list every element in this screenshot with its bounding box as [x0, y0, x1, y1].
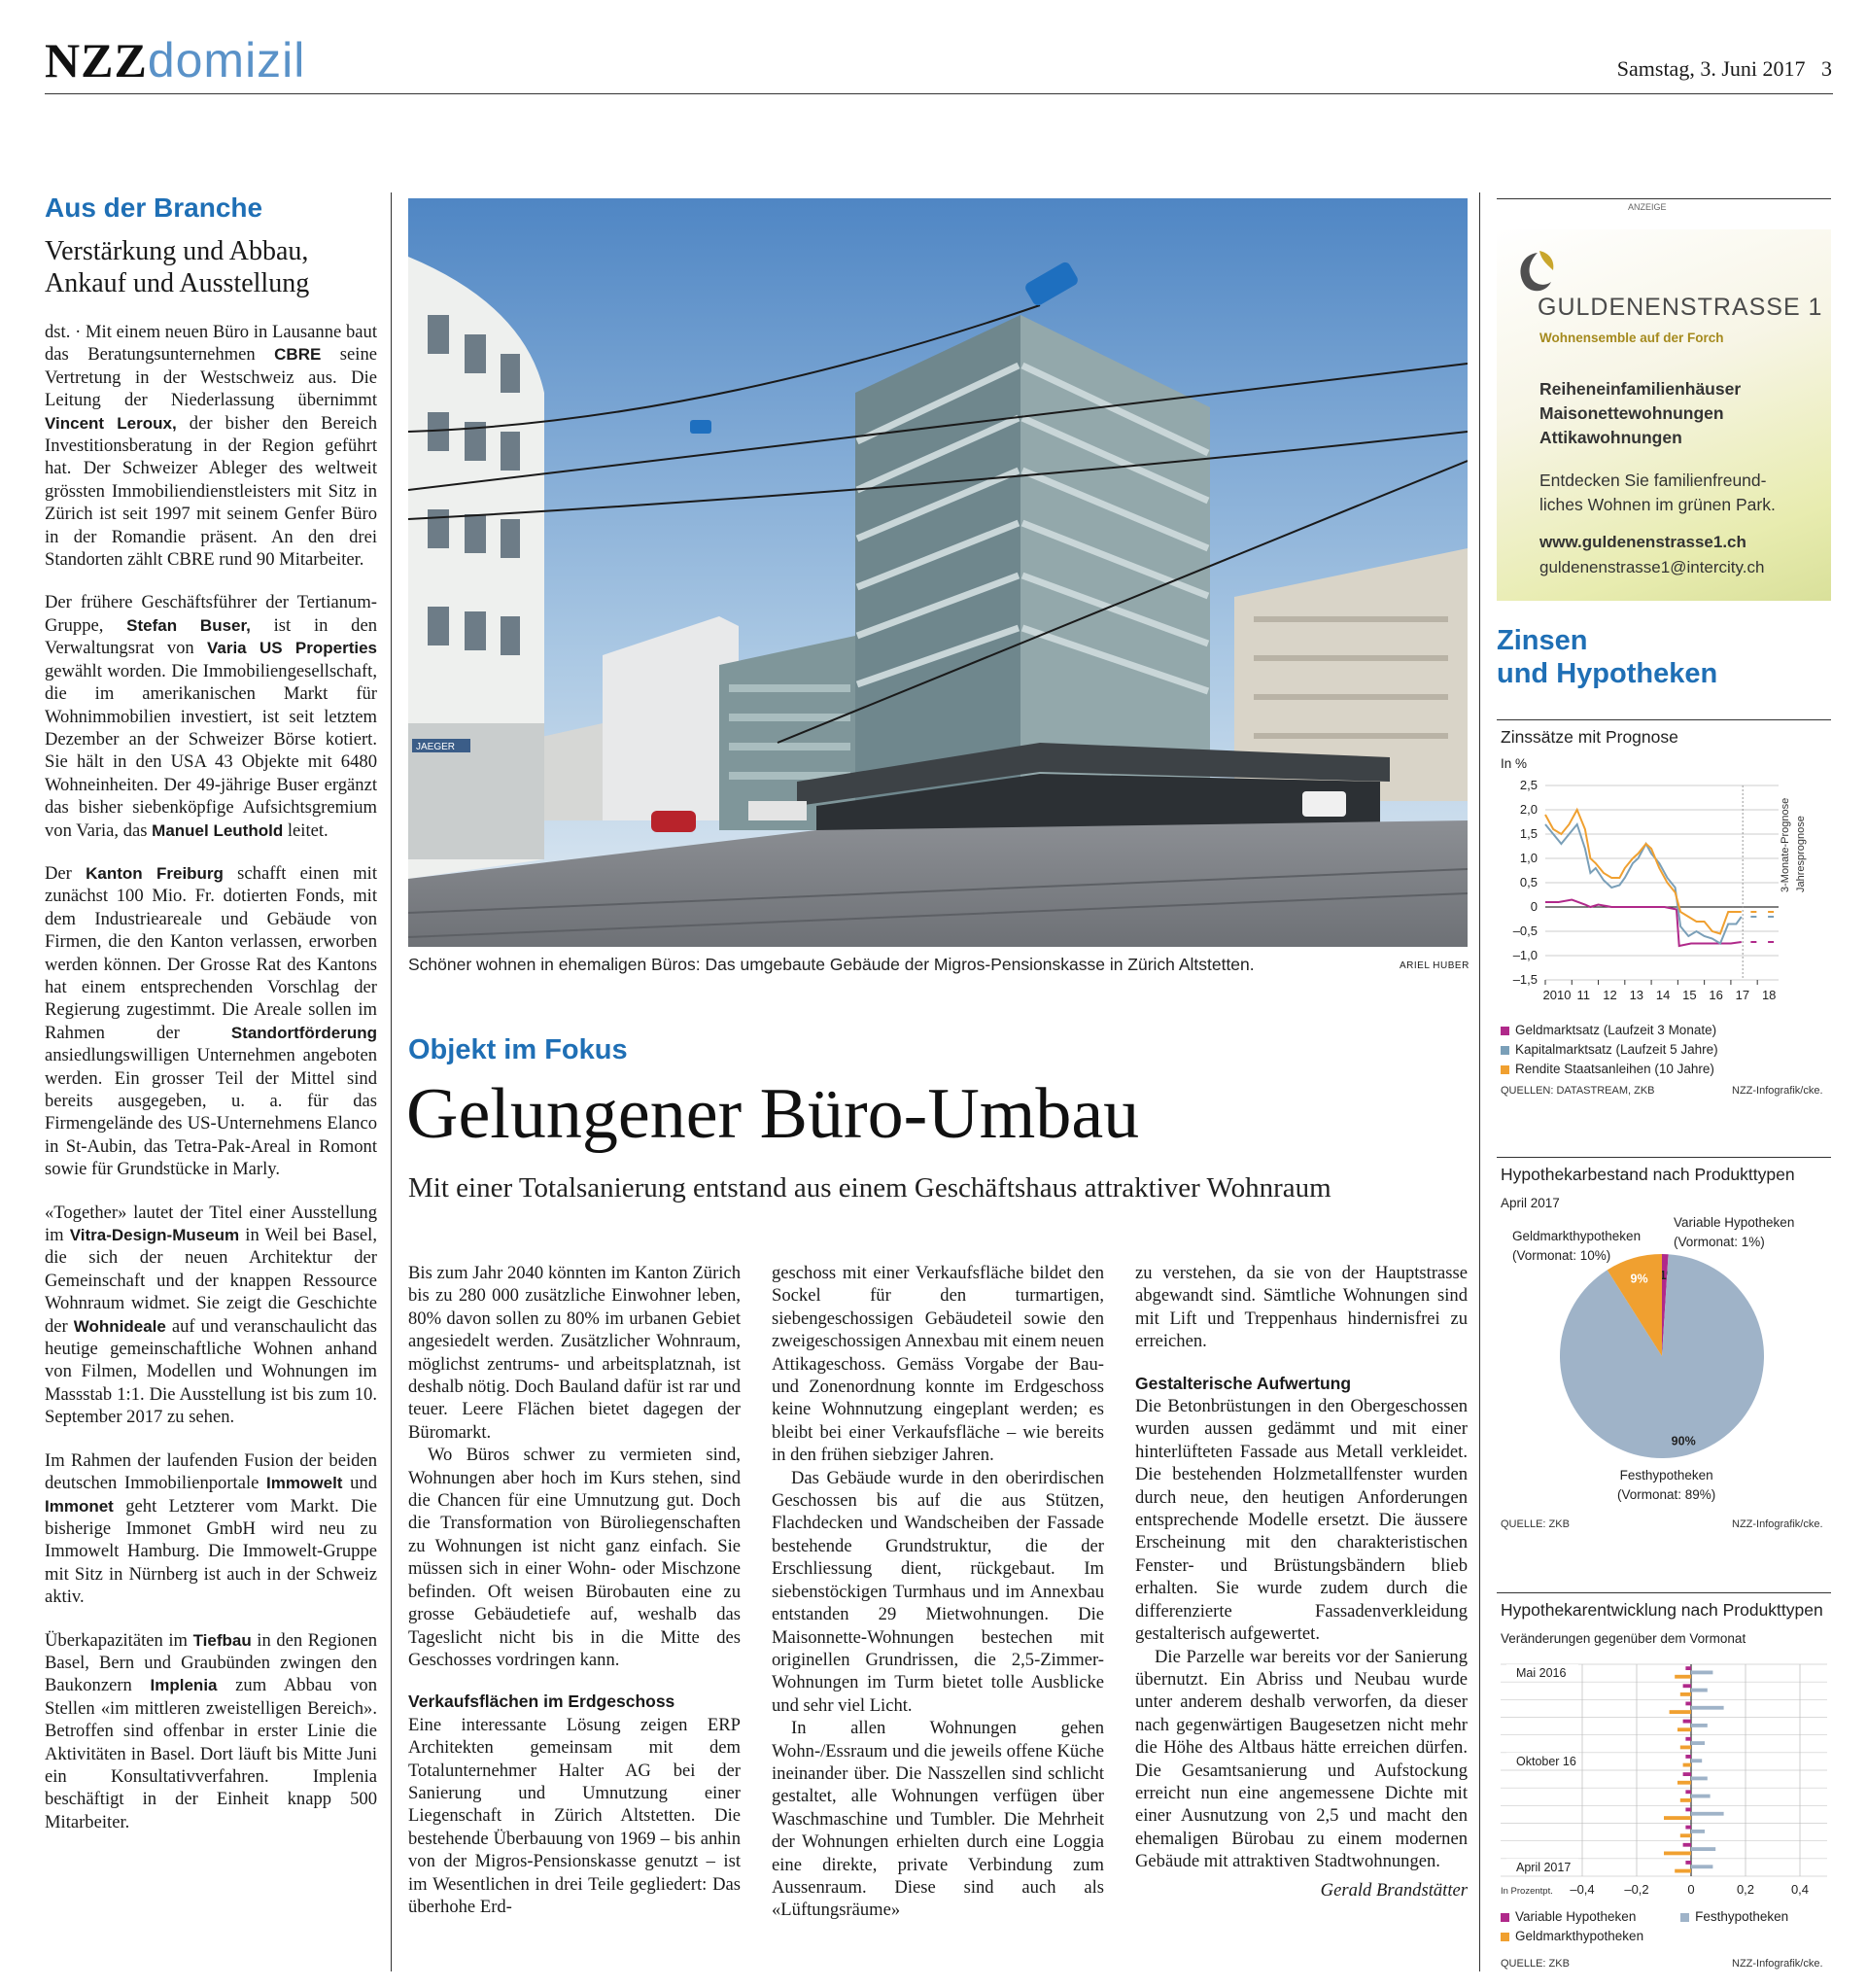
- chart3-bar: [1691, 1777, 1708, 1781]
- chart1-ytick: 1,0: [1519, 851, 1538, 865]
- chart3-bar: [1691, 1847, 1715, 1851]
- chart3-bar: [1675, 1869, 1691, 1873]
- chart3-bar: [1683, 1772, 1691, 1776]
- branche-paragraph: Der Kanton Freiburg schafft einen mit zunächst 100 Mio. Fr. dotierten Fonds, mit dem Industrieareale und Gebäude von Firmen, die den Kanton verlassen, erworben werden können. Der Grosse Rat des Kantons hat einem entsprechenden Vorschlag der Regierung zugestimmt. Die Areale sollen im Rahmen der Standortförderung ansiedlungswilligen Unternehmen angeboten werden. Ein grosser Teil der Mittel sind bereits ausgegeben, u. a. für das Firmengelände des US-Unternehmens Elanco in St-Aubin, das Tetra-Pak-Areal in Romont sowie für Grundstücke in Marly.: [45, 862, 377, 1180]
- ad-top-rule: [1497, 198, 1831, 199]
- chart1-ytick: 0: [1530, 899, 1538, 914]
- article-kicker: Objekt im Fokus: [408, 1034, 628, 1065]
- chart2-source: QUELLE: ZKB: [1501, 1518, 1570, 1530]
- article-deck: Mit einer Totalsanierung entstand aus einem Geschäftshaus attraktiver Wohnraum: [408, 1172, 1331, 1203]
- chart3-row-label: Mai 2016: [1516, 1666, 1567, 1681]
- ad-label: ANZEIGE: [1628, 202, 1667, 212]
- ad-invitation: Entdecken Sie familienfreund- liches Wohnen im grünen Park.: [1539, 471, 1776, 514]
- chart1-xtick: 13: [1629, 988, 1644, 1002]
- interest-rate-chart: [1497, 774, 1831, 1036]
- article-subhead: Verkaufsflächen im Erdgeschoss: [408, 1692, 675, 1712]
- chart3-bar: [1680, 1745, 1691, 1749]
- chart1-ytick: 0,5: [1519, 875, 1538, 889]
- legend-geldmarkt: Geldmarkthypotheken: [1501, 1927, 1788, 1946]
- chart3-bar: [1685, 1755, 1691, 1759]
- chart3-bar: [1677, 1727, 1691, 1731]
- chart3-bar: [1670, 1710, 1691, 1714]
- chart3-title: Hypothekarentwicklung nach Produkttypen: [1501, 1600, 1823, 1620]
- ad-tagline: Wohnensemble auf der Forch: [1539, 331, 1724, 345]
- branche-kicker: Aus der Branche: [45, 192, 263, 223]
- chart3-credit: NZZ-Infografik/cke.: [1732, 1958, 1823, 1970]
- article-column-3: [1135, 1262, 1468, 1901]
- chart1-ytick: –1,5: [1512, 972, 1538, 987]
- chart1-ytick: –1,0: [1512, 948, 1538, 962]
- chart3-row-label: Oktober 16: [1516, 1754, 1576, 1768]
- chart3-row-label: April 2017: [1516, 1860, 1572, 1874]
- chart1-rule: [1497, 719, 1831, 720]
- article-paragraph: geschoss mit einer Verkaufsfläche bildet den Sockel für den turmartigen, siebengeschossigen Gebäudeteil sowie den zweigeschossigen Annexbau mit einem neuen Attikageschoss. Gemäss Vorgabe der Bau- und Zonenordnung konnte im Erdgeschoss keine Wohnnutzung eingeplant werden; es bleibt bei einer Verkaufsfläche – wie bereits in den frühen siebziger Jahren.: [772, 1263, 1104, 1466]
- legend-variable: Variable Hypotheken: [1501, 1909, 1636, 1924]
- chart1-ylabel: In %: [1501, 756, 1528, 771]
- branche-column: [45, 192, 377, 1854]
- article-paragraph: In allen Wohnungen gehen Wohn-/Essraum und die jeweils offene Küche ineinander über. Die Nasszellen sind schlicht gestaltet, alle Wohnungen verfügen über Waschmaschine und Tumbler. Die Mehrheit der Wohnungen erhielten durch eine Loggia eine direkte, private Verbindung zum Aussenraum. Diese sind auch als «Lüftungsräume»: [772, 1718, 1104, 1921]
- chart3-bar: [1685, 1808, 1691, 1812]
- chart2-credit: NZZ-Infografik/cke.: [1732, 1518, 1823, 1530]
- chart3-subtitle: Veränderungen gegenüber dem Vormonat: [1501, 1631, 1746, 1646]
- masthead-domizil: domizil: [147, 33, 306, 87]
- mortgage-pie-chart: [1555, 1244, 1779, 1468]
- chart1-xtick: 15: [1682, 988, 1697, 1002]
- masthead: [45, 31, 305, 89]
- mortgage-change-chart: [1497, 1651, 1831, 1905]
- chart1-xtick: 11: [1576, 988, 1591, 1002]
- chart1-xtick: 18: [1761, 988, 1777, 1002]
- legend-kapitalmarktsatz: Kapitalmarktsatz (Laufzeit 5 Jahre): [1501, 1040, 1718, 1060]
- ad-url-link[interactable]: www.guldenenstrasse1.ch: [1539, 533, 1746, 551]
- branche-paragraph: dst. · Mit einem neuen Büro in Lausanne baut das Beratungsunternehmen CBRE seine Vertretung in der Westschweiz aus. Die Leitung der Niederlassung übernimmt Vincent Leroux, der bisher den Bereich Investitionsberatung in der Region geführt hat. Der Schweizer Ableger des weltweit grössten Immobiliendienstleisters mit Sitz in Zürich ist seit 1997 mit seinem Genfer Büro in der Romandie präsent. An den drei Standorten zählt CBRE rund 90 Mitarbeiter.: [45, 322, 377, 571]
- dateline: [1617, 56, 1832, 82]
- chart1-ytick: 2,5: [1519, 778, 1538, 792]
- ad-type: Attikawohnungen: [1539, 428, 1682, 447]
- chart3-bar: [1685, 1737, 1691, 1741]
- pie-value-label: 90%: [1671, 1434, 1696, 1448]
- branche-paragraph: Im Rahmen der laufenden Fusion der beiden deutschen Immobilienportale Immowelt und Immonet geht Letzterer vom Markt. Die bisherige Immonet GmbH wird neu zu Immowelt Hamburg. Die Immowelt-Gruppe mit Sitz in Nürnberg ist auch in der Schweiz aktiv.: [45, 1449, 377, 1608]
- chart3-bar: [1691, 1812, 1724, 1816]
- article-paragraph: Das Gebäude wurde in den oberirdischen Geschossen bis auf die aus Stützen, Flachdecken und Wandscheiben der Fassade bestehende Grundstruktur, die der Erschliessung dient, rückgebaut. Im siebenstöckigen Turmhaus und im Annexbau entstanden 29 Mietwohnungen. Die Maisonnette-Wohnungen bestechen mit originellen Grundrissen, die 2,5-Zimmer-Wohnungen im Turm bietet tolle Ausblicke und sehr viel Licht.: [772, 1467, 1104, 1716]
- chart3-source: QUELLE: ZKB: [1501, 1958, 1570, 1970]
- chart3-bar: [1677, 1781, 1691, 1785]
- chart2-title: Hypothekarbestand nach Produkttypen: [1501, 1165, 1795, 1184]
- legend-geldmarktsatz: Geldmarktsatz (Laufzeit 3 Monate): [1501, 1021, 1718, 1040]
- issue-date: Samstag, 3. Juni 2017: [1616, 56, 1806, 81]
- chart3-bar: [1691, 1795, 1711, 1798]
- masthead-rule: [45, 93, 1833, 94]
- chart1-xtick: 16: [1709, 988, 1723, 1002]
- chart3-bar: [1685, 1702, 1691, 1706]
- chart1-xtick: 2010: [1542, 988, 1572, 1002]
- chart3-bar: [1683, 1720, 1691, 1724]
- chart2-rule: [1497, 1157, 1831, 1158]
- chart1-legend: [1501, 1021, 1718, 1079]
- article-paragraph: Die Parzelle war bereits vor der Sanierung übernutzt. Ein Abriss und Neubau wurde unter anderem deshalb verworfen, da dieser nach gegenwärtigen Baugesetzen nicht mehr die Höhe des Altbaus hätte erreichen dürfen. Die Gesamtsanierung und Aufstockung erreicht nun eine angemessene Dichte mit einer Ausnutzung von 2,5 und macht den ehemaligen Bürobau zu einem modernen Gebäude mit attraktiven Stadtwohnungen.: [1135, 1646, 1468, 1872]
- ad-type: Reiheneinfamilienhäuser: [1539, 379, 1742, 399]
- chart3-bar: [1664, 1851, 1691, 1855]
- building-photo: [408, 198, 1468, 947]
- article-column-2: [772, 1262, 1104, 1922]
- chart3-rule: [1497, 1592, 1831, 1593]
- chart3-xtick: 0: [1687, 1882, 1695, 1897]
- chart3-xtick: 0,2: [1736, 1882, 1755, 1897]
- ad-brand: GULDENENSTRASSE 1: [1538, 294, 1823, 321]
- chart2-subtitle: April 2017: [1501, 1196, 1560, 1210]
- advertisement[interactable]: [1497, 229, 1831, 601]
- chart3-bar: [1691, 1724, 1708, 1727]
- branche-paragraph: Überkapazitäten im Tiefbau in den Regionen Basel, Bern und Graubünden zwingen den Baukonzern Implenia zum Abbau von Stellen «im mittleren zweistelligen Bereich». Betroffen sind offenbar in erster Linie die Aktivitäten in Basel. Dort läuft bis Mitte Juni ein Konsultativverfahren. Implenia beschäftigt in der Einheit knapp 500 Mitarbeiter.: [45, 1629, 378, 1832]
- photo-caption: Schöner wohnen in ehemaligen Büros: Das umgebaute Gebäude der Migros-Pensionskasse in Zürich Altstetten.: [408, 955, 1255, 974]
- pie-label-fest: Festhypotheken (Vormonat: 89%): [1617, 1468, 1716, 1502]
- chart3-bar: [1691, 1671, 1712, 1675]
- shop-sign: JAEGER: [416, 742, 456, 752]
- branche-paragraph: Der frühere Geschäftsführer der Tertianum-Gruppe, Stefan Buser, ist in den Verwaltungsrat von Varia US Properties gewählt worden. Die Immobiliengesellschaft, die im amerikanischen Markt für Wohnimmobilien investiert, ist seit letztem Dezember an der Schweizer Börse kotiert. Sie hält in den USA 43 Objekte mit 6480 Wohneinheiten. Der 49-jährige Buser ergänzt das bisher siebenköpfige Aufsichtsgremium von Varia, das Manuel Leuthold leitet.: [45, 592, 378, 841]
- chart1-series-line: [1545, 824, 1742, 944]
- ad-housing-types: [1539, 377, 1741, 450]
- chart3-bar: [1683, 1684, 1691, 1688]
- chart1-annotation: 3-Monate-Prognose: [1780, 797, 1791, 892]
- chart3-bar: [1685, 1861, 1691, 1865]
- chart3-bar: [1691, 1759, 1702, 1762]
- chart1-annotation: Jahresprognose: [1795, 816, 1807, 892]
- chart1-source: QUELLEN: DATASTREAM, ZKB: [1501, 1085, 1655, 1097]
- pie-label-variable: Variable Hypotheken (Vormonat: 1%): [1674, 1215, 1795, 1249]
- chart3-xtick: –0,2: [1624, 1882, 1649, 1897]
- chart1-xtick: 12: [1603, 988, 1617, 1002]
- column-rule-right: [1479, 192, 1480, 1971]
- photo-credit: ARIEL HUBER: [1400, 960, 1469, 971]
- chart3-bar: [1683, 1843, 1691, 1847]
- branche-paragraph: «Together» lautet der Titel einer Ausstellung im Vitra-Design-Museum in Weil bei Basel, die sich der neuen Architektur der Gemeinschaft und der knappen Ressource Wohnraum widmet. Sie zeigt die Geschichte der Wohnideale auf und veranschaulicht das heutige gemeinschaftliche Wohnen anhand von Filmen, Modellen und Wohnungen im Massstab 1:1. Die Ausstellung ist bis zum 10. September 2017 zu sehen.: [45, 1202, 378, 1428]
- branche-body: [45, 321, 377, 1833]
- chart3-xtick: 0,4: [1790, 1882, 1810, 1897]
- chart1-xtick: 17: [1735, 988, 1750, 1002]
- article-subhead: Gestalterische Aufwertung: [1135, 1373, 1352, 1393]
- chart3-xlabel: In Prozentpt.: [1501, 1886, 1553, 1897]
- article-paragraph: Wo Büros schwer zu vermieten sind, Wohnungen aber hoch im Kurs stehen, sind die Chancen für eine Umnutzung gut. Doch die Transformation von Büroliegenschaften zu Wohnungen ist nicht ganz einfach. Sie müssen sich in einer Wohn- oder Mischzone befinden. Oft weisen Bürobauten eine zu grosse Gebäudetiefe auf, weshalb das Tageslicht nicht bis in die Mitte des Geschosses vordringen kann.: [408, 1445, 741, 1670]
- chart1-ytick: 1,5: [1519, 826, 1538, 841]
- branche-headline: Verstärkung und Abbau, Ankauf und Ausstellung: [45, 236, 310, 298]
- article-author: Gerald Brandstätter: [1320, 1879, 1468, 1901]
- chart3-bar: [1691, 1830, 1705, 1833]
- chart1-ytick: 2,0: [1519, 802, 1538, 817]
- ad-type: Maisonettewohnungen: [1539, 403, 1724, 423]
- page-number: 3: [1821, 56, 1832, 81]
- article-column-1: [408, 1262, 741, 1918]
- chart1-xtick: 14: [1655, 988, 1671, 1002]
- chart3-bar: [1680, 1692, 1691, 1696]
- chart1-title: Zinssätze mit Prognose: [1501, 727, 1678, 747]
- chart1-credit: NZZ-Infografik/cke.: [1732, 1085, 1823, 1097]
- article-paragraph: Eine interessante Lösung zeigen ERP Architekten gemeinsam mit dem Totalunternehmer Halter AG bei der Sanierung und Umnutzung einer Liegenschaft in Zürich Altstetten. Die bestehende Überbauung von 1969 – bis anhin von der Migros-Pensionskasse genutzt – ist im Wesentlichen in drei Teile gegliedert: Das überhohe Erd-: [408, 1714, 741, 1917]
- article-paragraph: Die Betonbrüstungen in den Obergeschossen wurden aussen gedämmt und mit einer hinterlüfteten Fassade aus Metall verkleidet. Die bestehenden Holzmetallfenster wurden durch neue, den heutigen Anforderungen entsprechende Modelle ersetzt. Die äussere Erscheinung mit den charakteristischen Fenster- und Brüstungsbändern blieb erhalten. Sie wurde zudem durch die differenzierte Fassadenverkleidung gestalterisch aufgewertet.: [1135, 1396, 1468, 1645]
- pie-label-geldmarkt: Geldmarkthypotheken (Vormonat: 10%): [1512, 1229, 1642, 1263]
- chart3-bar: [1685, 1666, 1691, 1670]
- leaf-logo-icon: [1510, 245, 1559, 299]
- article-paragraph: zu verstehen, da sie von der Hauptstrasse abgewandt sind. Sämtliche Wohnungen sind mit Lift und Treppenhaus hindernisfrei zu erreichen.: [1135, 1263, 1468, 1352]
- pie-value-label: 9%: [1630, 1272, 1648, 1286]
- chart3-bar: [1691, 1865, 1712, 1868]
- chart3-xtick: –0,4: [1570, 1882, 1595, 1897]
- chart3-bar: [1664, 1816, 1691, 1820]
- chart3-bar: [1691, 1689, 1708, 1692]
- article-paragraph: Bis zum Jahr 2040 könnten im Kanton Zürich bis zu 280 000 zusätzliche Einwohner leben, 80% davon sollen zu 80% im urbanen Gebiet angesiedelt werden. Zusätzlicher Wohnraum, möglichst zentrums- und arbeitsplatznah, ist deshalb nötig. Doch Bauland dafür ist rar und teuer. Leere Flächen bietet dagegen der Büromarkt.: [408, 1263, 741, 1443]
- chart3-bar: [1685, 1790, 1691, 1794]
- building-photo-illustration: [408, 198, 1468, 947]
- zinsen-title: Zinsen und Hypotheken: [1497, 625, 1718, 689]
- chart3-legend: [1501, 1907, 1788, 1946]
- masthead-nzz: NZZ: [45, 33, 148, 87]
- chart3-bar: [1683, 1763, 1691, 1767]
- legend-staatsanleihen: Rendite Staatsanleihen (10 Jahre): [1501, 1060, 1718, 1079]
- chart3-bar: [1680, 1833, 1691, 1837]
- chart3-bar: [1691, 1706, 1724, 1710]
- chart3-bar: [1680, 1798, 1691, 1802]
- chart3-bar: [1675, 1675, 1691, 1679]
- chart3-bar: [1685, 1826, 1691, 1830]
- article-title: Gelungener Büro-Umbau: [406, 1074, 1140, 1154]
- ad-email-link[interactable]: guldenenstrasse1@intercity.ch: [1539, 558, 1765, 576]
- chart3-bar: [1691, 1741, 1705, 1745]
- legend-fest: Festhypotheken: [1680, 1909, 1788, 1924]
- column-rule-left: [391, 192, 392, 1971]
- chart1-ytick: –0,5: [1512, 924, 1538, 938]
